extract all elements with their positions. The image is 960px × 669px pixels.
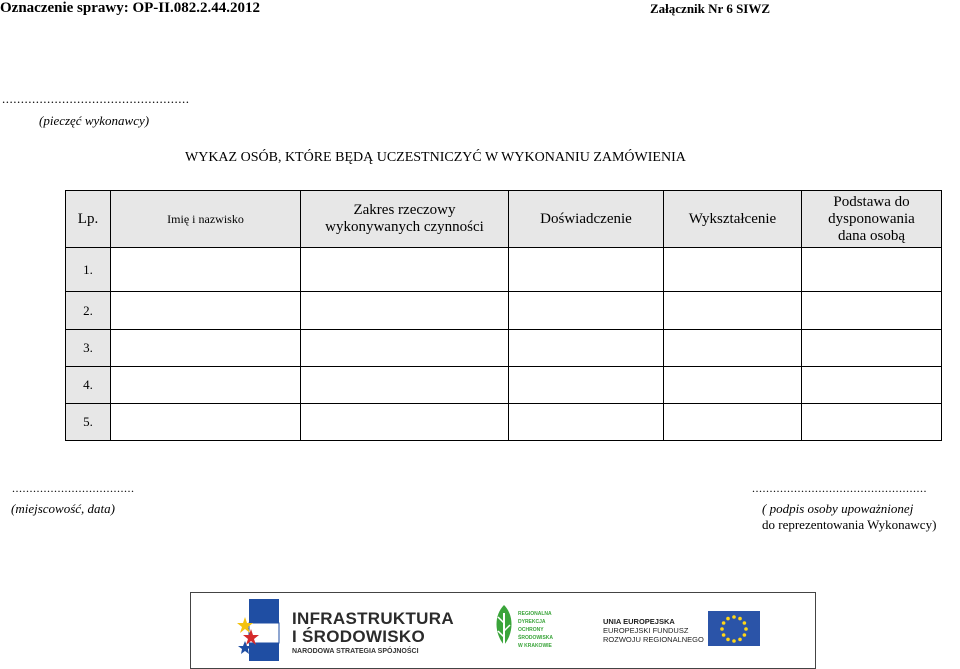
cell-scope[interactable] (301, 248, 509, 292)
rdos-line-5: W KRAKOWIE (518, 643, 552, 649)
cell-name[interactable] (111, 367, 301, 404)
signature-caption-continued: do reprezentowania Wykonawcy) (762, 517, 937, 532)
cell-name[interactable] (111, 330, 301, 367)
cell-name[interactable] (111, 404, 301, 441)
rdos-line-1: REGIONALNA (518, 611, 552, 617)
cell-scope[interactable] (301, 404, 509, 441)
col-header-scope: Zakres rzeczowy wykonywanych czynności (301, 191, 509, 248)
stamp-dotted-line: .................................................. (2, 91, 190, 106)
cell-education[interactable] (664, 292, 802, 330)
table-row (66, 330, 942, 367)
cell-basis[interactable] (802, 404, 942, 441)
cell-experience[interactable] (509, 248, 664, 292)
eu-fund-line1: EUROPEJSKI FUNDUSZ (603, 626, 689, 635)
signature-dotted-line: .................................................. (752, 481, 927, 495)
cell-education[interactable] (664, 248, 802, 292)
cell-basis[interactable] (802, 367, 942, 404)
cell-basis[interactable] (802, 292, 942, 330)
infrastructure-flag-logo (235, 599, 285, 661)
row-number: 2. (66, 292, 111, 330)
col-header-basis: Podstawa do dysponowania dana osobą (802, 191, 942, 248)
cell-scope[interactable] (301, 330, 509, 367)
row-number: 4. (66, 367, 111, 404)
table-header-row (66, 191, 942, 248)
table-row (66, 292, 942, 330)
eu-fund-line2: ROZWOJU REGIONALNEGO (603, 635, 704, 644)
col-header-experience: Doświadczenie (509, 191, 664, 248)
cell-education[interactable] (664, 330, 802, 367)
infrastructure-title: INFRASTRUKTURA (292, 609, 454, 628)
place-date-caption: (miejscowość, data) (11, 501, 115, 516)
eu-flag-icon (708, 611, 760, 646)
annex-label: Załącznik Nr 6 SIWZ (650, 1, 771, 16)
table-row (66, 367, 942, 404)
eu-title: UNIA EUROPEJSKA (603, 617, 675, 626)
table-row (66, 248, 942, 292)
cell-name[interactable] (111, 248, 301, 292)
logo-bar (190, 592, 816, 669)
cell-education[interactable] (664, 367, 802, 404)
cell-experience[interactable] (509, 404, 664, 441)
rdos-line-3: OCHRONY (518, 627, 544, 633)
document-title: WYKAZ OSÓB, KTÓRE BĘDĄ UCZESTNICZYĆ W WYKONANIU ZAMÓWIENIA (185, 150, 686, 165)
cell-experience[interactable] (509, 367, 664, 404)
rdos-line-4: ŚRODOWISKA (518, 635, 553, 641)
col-header-education: Wykształcenie (664, 191, 802, 248)
cell-scope[interactable] (301, 367, 509, 404)
signature-caption: ( podpis osoby upoważnionej (762, 501, 914, 516)
row-number: 5. (66, 404, 111, 441)
cell-basis[interactable] (802, 330, 942, 367)
place-date-dotted-line: ................................... (12, 481, 135, 495)
table-row (66, 404, 942, 441)
persons-table (65, 190, 942, 441)
cell-name[interactable] (111, 292, 301, 330)
stamp-caption: (pieczęć wykonawcy) (39, 113, 150, 128)
col-header-name: Imię i nazwisko (111, 191, 301, 248)
infrastructure-subtitle: NARODOWA STRATEGIA SPÓJNOŚCI (292, 648, 419, 655)
cell-scope[interactable] (301, 292, 509, 330)
cell-experience[interactable] (509, 292, 664, 330)
cell-experience[interactable] (509, 330, 664, 367)
infrastructure-title-line2: I ŚRODOWISKO (292, 627, 425, 646)
rdos-line-2: DYREKCJA (518, 619, 546, 625)
col-header-lp: Lp. (66, 191, 111, 248)
row-number: 3. (66, 330, 111, 367)
cell-basis[interactable] (802, 248, 942, 292)
case-reference: Oznaczenie sprawy: OP-II.082.2.44.2012 (0, 0, 260, 16)
cell-education[interactable] (664, 404, 802, 441)
row-number: 1. (66, 248, 111, 292)
leaf-logo (491, 603, 517, 655)
